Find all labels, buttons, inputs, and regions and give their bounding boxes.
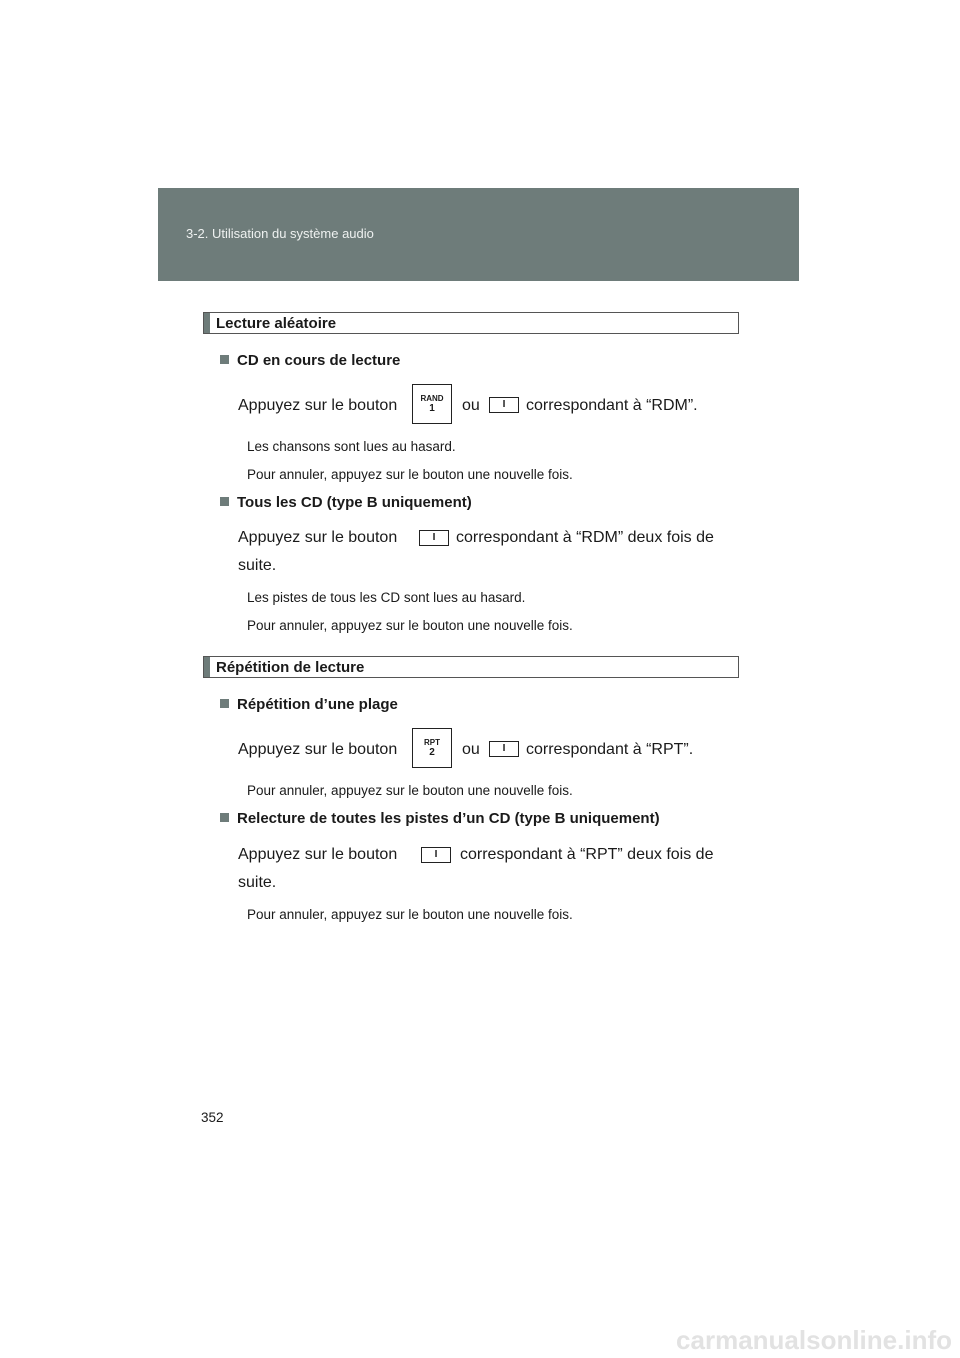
button-label-top: RPT — [424, 738, 440, 747]
button-label-bottom: 2 — [429, 747, 435, 758]
note: Pour annuler, appuyez sur le bouton une nouvelle fois. — [247, 783, 573, 798]
section-title-random — [203, 312, 739, 334]
instruction-post: correspondant à “RDM”. — [526, 397, 698, 414]
subheading-repeat-track — [220, 696, 398, 713]
page-number: 352 — [201, 1110, 224, 1125]
rand-1-button — [412, 384, 452, 424]
subheading-text: Répétition d’une plage — [237, 696, 398, 713]
instruction-post: correspondant à “RPT”. — [526, 741, 694, 758]
watermark: carmanualsonline.info — [676, 1325, 952, 1355]
instruction-rdm-twice — [238, 524, 738, 580]
instruction-post: correspondant à “RDM” deux fois de — [456, 529, 714, 546]
instruction-pre: Appuyez sur le bouton — [238, 529, 398, 546]
instruction-line2: suite. — [238, 874, 277, 891]
button-label-bottom: 1 — [429, 403, 435, 414]
square-bullet-icon — [220, 699, 229, 708]
section-title-repeat — [203, 656, 739, 678]
subheading-all-cds — [220, 494, 472, 511]
instruction-rpt-twice — [238, 841, 738, 897]
note: Pour annuler, appuyez sur le bouton une nouvelle fois. — [247, 618, 573, 633]
softkey-button: I — [489, 741, 519, 757]
chapter-title: 3-2. Utilisation du système audio — [186, 226, 374, 241]
button-label-top: RAND — [420, 394, 444, 403]
softkey-button: I — [489, 397, 519, 413]
softkey-button: I — [419, 530, 449, 546]
rpt-2-button — [412, 728, 452, 768]
instruction-line2: suite. — [238, 557, 277, 574]
subheading-cd-playing — [220, 352, 400, 369]
section-bar — [204, 657, 210, 677]
note: Les pistes de tous les CD sont lues au hasard. — [247, 590, 526, 605]
instruction-pre: Appuyez sur le bouton — [238, 741, 398, 758]
square-bullet-icon — [220, 497, 229, 506]
subheading-repeat-all — [220, 810, 660, 827]
section-title-text: Répétition de lecture — [216, 659, 365, 676]
subheading-text: Tous les CD (type B uniquement) — [237, 494, 472, 511]
subheading-text: Relecture de toutes les pistes d’un CD (type B uniquement) — [237, 810, 660, 827]
note: Pour annuler, appuyez sur le bouton une nouvelle fois. — [247, 467, 573, 482]
instruction-post: correspondant à “RPT” deux fois de — [460, 846, 714, 863]
section-title-text: Lecture aléatoire — [216, 315, 337, 332]
instruction-pre: Appuyez sur le bouton — [238, 397, 398, 414]
square-bullet-icon — [220, 355, 229, 364]
note: Pour annuler, appuyez sur le bouton une nouvelle fois. — [247, 907, 573, 922]
instruction-rpt — [238, 736, 738, 764]
instruction-or: ou — [462, 397, 480, 414]
softkey-button: I — [421, 847, 451, 863]
instruction-or: ou — [462, 741, 480, 758]
note: Les chansons sont lues au hasard. — [247, 439, 456, 454]
chapter-header — [158, 188, 799, 281]
square-bullet-icon — [220, 813, 229, 822]
instruction-rdm — [238, 392, 738, 420]
instruction-pre: Appuyez sur le bouton — [238, 846, 398, 863]
subheading-text: CD en cours de lecture — [237, 352, 401, 369]
section-bar — [204, 313, 210, 333]
